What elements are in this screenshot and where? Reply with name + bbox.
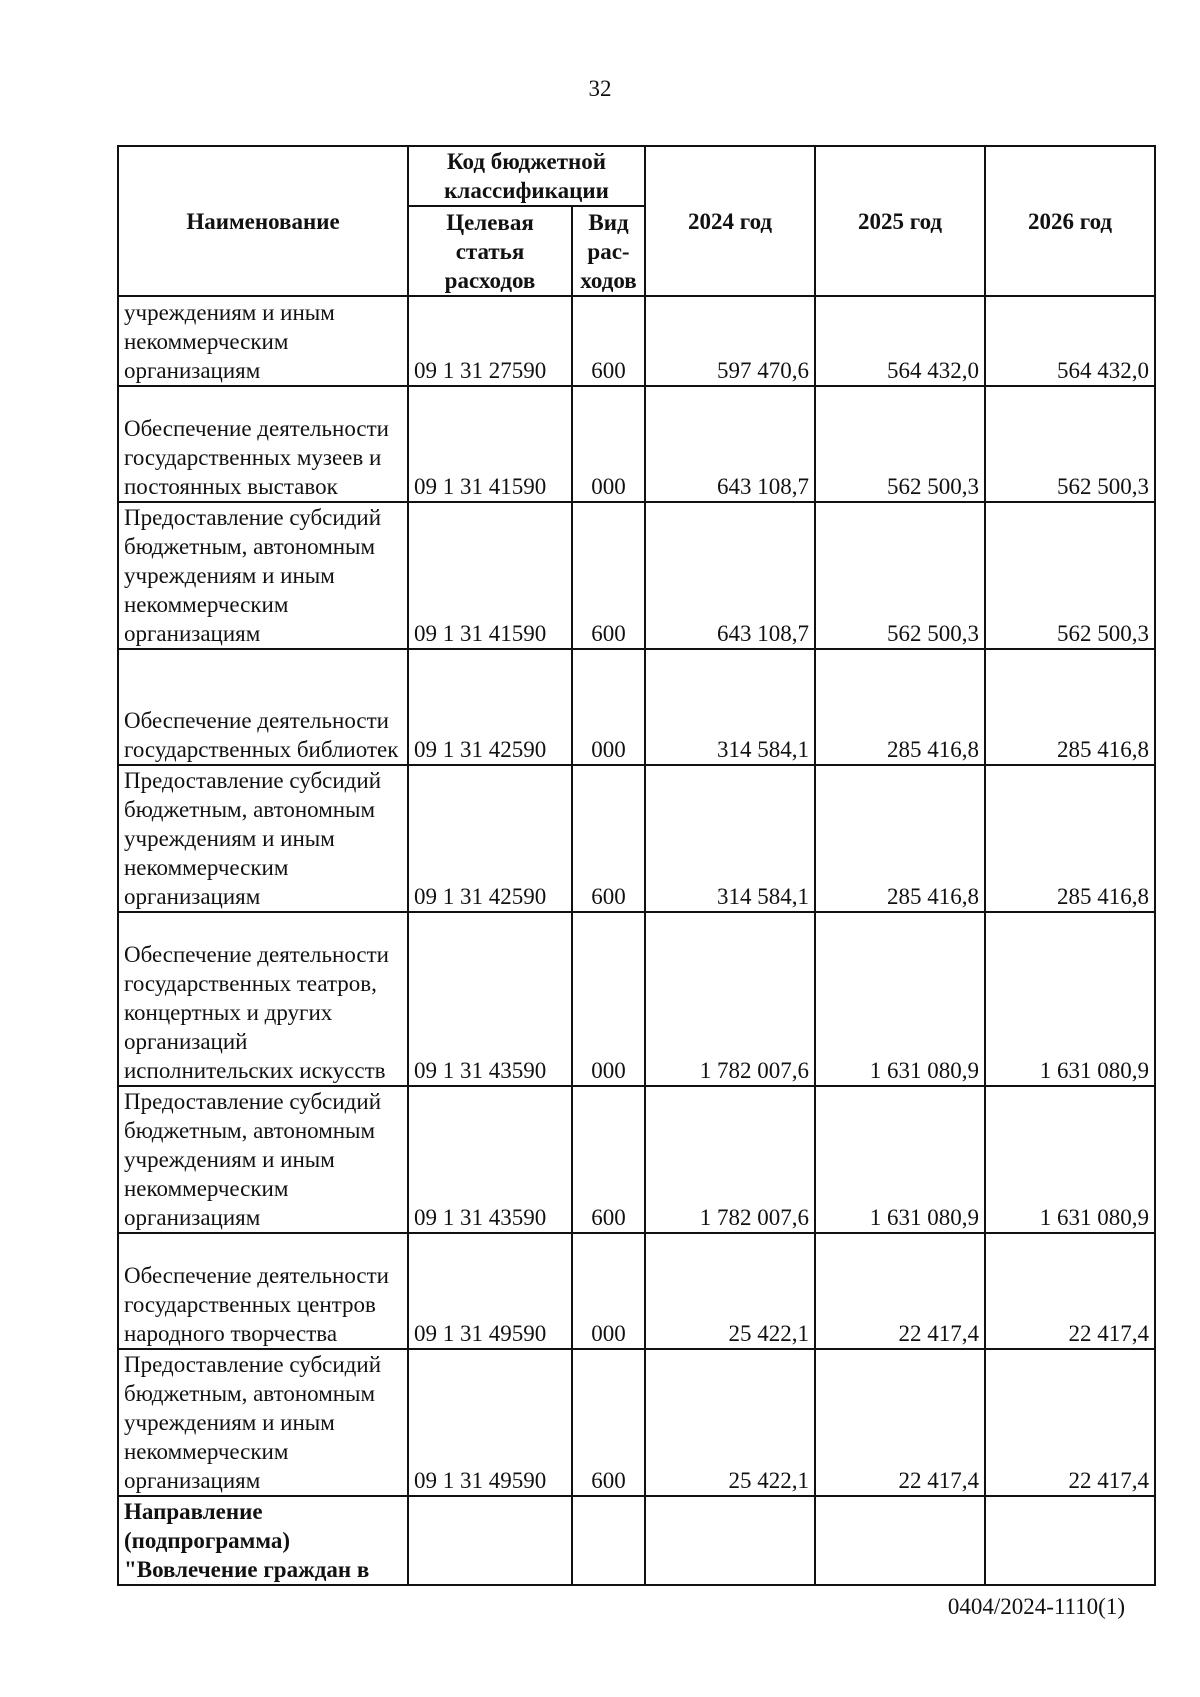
row-value-2026: 285 416,8 xyxy=(985,649,1155,765)
row-value-2024: 597 470,6 xyxy=(645,296,815,386)
row-target-article: 09 1 31 27590 xyxy=(408,296,572,386)
header-budget-code: Код бюджетной классификации xyxy=(408,146,645,206)
row-name: Предоставление субсидий бюджетным, автономным учреждениям и иным некоммерческим организациям xyxy=(118,502,408,649)
row-value-2024 xyxy=(645,1496,815,1585)
row-value-2025: 285 416,8 xyxy=(815,649,985,765)
row-name: Обеспечение деятельности государственных центров народного творчества xyxy=(118,1233,408,1349)
row-value-2024: 1 782 007,6 xyxy=(645,912,815,1086)
row-value-2024: 1 782 007,6 xyxy=(645,1086,815,1233)
row-value-2026: 562 500,3 xyxy=(985,502,1155,649)
row-expense-kind: 600 xyxy=(572,296,645,386)
row-value-2026: 1 631 080,9 xyxy=(985,1086,1155,1233)
row-expense-kind xyxy=(572,1496,645,1585)
row-target-article: 09 1 31 42590 xyxy=(408,649,572,765)
row-value-2026: 22 417,4 xyxy=(985,1349,1155,1496)
row-value-2024: 643 108,7 xyxy=(645,502,815,649)
row-value-2024: 25 422,1 xyxy=(645,1349,815,1496)
budget-table xyxy=(117,145,1156,1586)
row-value-2025: 1 631 080,9 xyxy=(815,912,985,1086)
row-target-article: 09 1 31 49590 xyxy=(408,1349,572,1496)
row-name: Обеспечение деятельности государственных музеев и постоянных выставок xyxy=(118,386,408,502)
row-value-2024: 643 108,7 xyxy=(645,386,815,502)
row-target-article: 09 1 31 49590 xyxy=(408,1233,572,1349)
row-value-2026: 562 500,3 xyxy=(985,386,1155,502)
row-value-2026: 1 631 080,9 xyxy=(985,912,1155,1086)
row-expense-kind: 000 xyxy=(572,649,645,765)
table-row xyxy=(118,765,1155,912)
header-year-2025: 2025 год xyxy=(815,146,985,296)
row-target-article: 09 1 31 43590 xyxy=(408,912,572,1086)
row-target-article xyxy=(408,1496,572,1585)
header-year-2026: 2026 год xyxy=(985,146,1155,296)
page-number: 32 xyxy=(588,76,612,101)
row-value-2025: 1 631 080,9 xyxy=(815,1086,985,1233)
row-value-2024: 314 584,1 xyxy=(645,649,815,765)
row-expense-kind: 000 xyxy=(572,912,645,1086)
table-row xyxy=(118,296,1155,386)
row-value-2025 xyxy=(815,1496,985,1585)
row-value-2026: 285 416,8 xyxy=(985,765,1155,912)
row-name: Направление (подпрограмма) "Вовлечение граждан в xyxy=(118,1496,408,1585)
row-target-article: 09 1 31 42590 xyxy=(408,765,572,912)
row-expense-kind: 600 xyxy=(572,1086,645,1233)
table-row xyxy=(118,1496,1155,1585)
row-value-2026: 564 432,0 xyxy=(985,296,1155,386)
document-id: 0404/2024-1110(1) xyxy=(947,1594,1125,1619)
row-target-article: 09 1 31 41590 xyxy=(408,502,572,649)
table-header xyxy=(118,146,1155,296)
row-name: Предоставление субсидий бюджетным, автономным учреждениям и иным некоммерческим организациям xyxy=(118,765,408,912)
header-target-article: Целевая статья расходов xyxy=(408,206,572,296)
row-value-2026 xyxy=(985,1496,1155,1585)
row-expense-kind: 000 xyxy=(572,386,645,502)
table-row xyxy=(118,649,1155,765)
row-value-2025: 22 417,4 xyxy=(815,1233,985,1349)
row-value-2025: 562 500,3 xyxy=(815,386,985,502)
table-row xyxy=(118,1086,1155,1233)
header-expense-kind: Вид рас-ходов xyxy=(572,206,645,296)
row-name: Предоставление субсидий бюджетным, автономным учреждениям и иным некоммерческим организациям xyxy=(118,1349,408,1496)
row-expense-kind: 600 xyxy=(572,502,645,649)
row-name: Обеспечение деятельности государственных библиотек xyxy=(118,649,408,765)
row-expense-kind: 000 xyxy=(572,1233,645,1349)
row-target-article: 09 1 31 43590 xyxy=(408,1086,572,1233)
row-value-2025: 22 417,4 xyxy=(815,1349,985,1496)
table-row xyxy=(118,1233,1155,1349)
row-value-2026: 22 417,4 xyxy=(985,1233,1155,1349)
table-body xyxy=(118,296,1155,1585)
row-value-2025: 285 416,8 xyxy=(815,765,985,912)
row-name: Предоставление субсидий бюджетным, автономным учреждениям и иным некоммерческим организациям xyxy=(118,1086,408,1233)
row-target-article: 09 1 31 41590 xyxy=(408,386,572,502)
row-value-2024: 25 422,1 xyxy=(645,1233,815,1349)
row-value-2025: 564 432,0 xyxy=(815,296,985,386)
header-name: Наименование xyxy=(118,146,408,296)
row-name: учреждениям и иным некоммерческим организациям xyxy=(118,296,408,386)
row-name: Обеспечение деятельности государственных театров, концертных и других организаций исполнительских искусств xyxy=(118,912,408,1086)
table-row xyxy=(118,502,1155,649)
table-row xyxy=(118,912,1155,1086)
row-value-2024: 314 584,1 xyxy=(645,765,815,912)
table-row xyxy=(118,386,1155,502)
header-year-2024: 2024 год xyxy=(645,146,815,296)
row-expense-kind: 600 xyxy=(572,765,645,912)
row-value-2025: 562 500,3 xyxy=(815,502,985,649)
table-row xyxy=(118,1349,1155,1496)
row-expense-kind: 600 xyxy=(572,1349,645,1496)
